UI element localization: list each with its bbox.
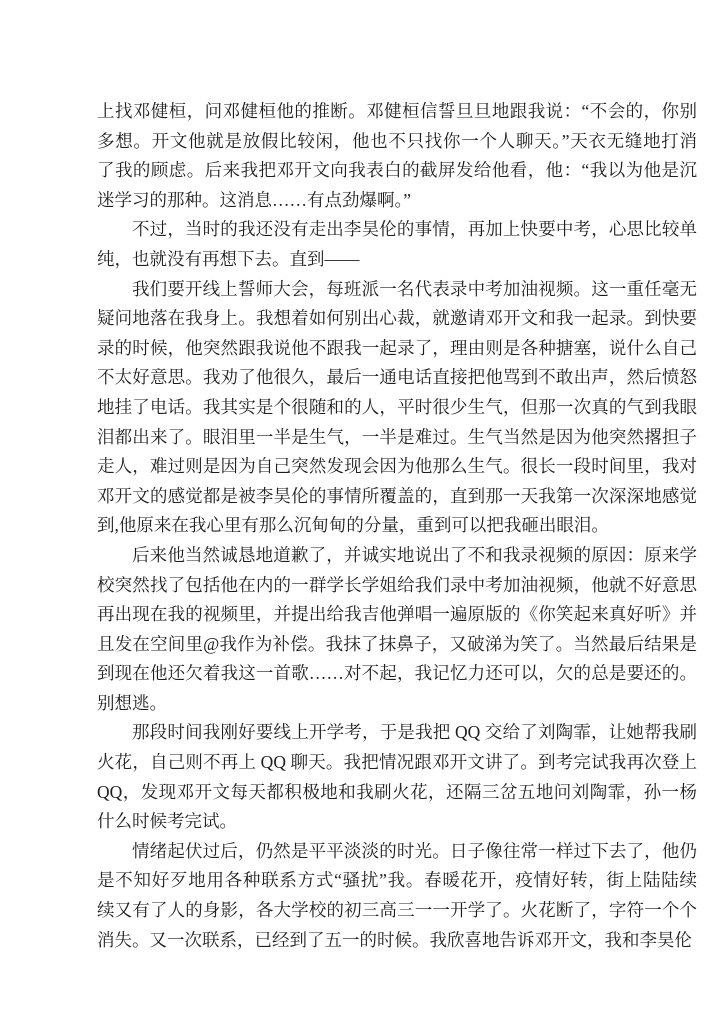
text-line: 多想。开文他就是放假比较闲，他也不只找你一个人聊天。”天衣无缝地打消 (97, 130, 697, 151)
text-line: 到现在他还欠着我这一首歌……对不起，我记忆力还可以，欠的总是要还的。 (97, 663, 697, 684)
text-line: 泪都出来了。眼泪里一半是生气，一半是难过。生气当然是因为他突然撂担子 (97, 426, 697, 447)
text-line: 迷学习的那种。这消息……有点劲爆啊。” (97, 189, 412, 210)
paragraph (97, 718, 697, 836)
text-line: 后来他当然诚恳地道歉了，并诚实地说出了不和我录视频的原因：原来学 (132, 544, 697, 565)
text-line: 不太好意思。我劝了他很久，最后一通电话直接把他骂到不敢出声，然后愤怒 (97, 367, 697, 388)
text-line: 什么时候考完试。 (97, 811, 237, 832)
text-line: 且发在空间里@我作为补偿。我抹了抹鼻子，又破涕为笑了。当然最后结果是 (97, 633, 697, 654)
text-line: 别想逃。 (97, 692, 167, 713)
text-line: 地挂了电话。我其实是个很随和的人，平时很少生气，但那一次真的气到我眼 (97, 396, 697, 417)
text-line: 是不知好歹地用各种联系方式“骚扰”我。春暖花开，疫情好转，街上陆陆续 (97, 870, 697, 891)
text-line: 校突然找了包括他在内的一群学长学姐给我们录中考加油视频，他就不好意思 (97, 574, 697, 595)
paragraph (97, 97, 697, 215)
text-line: 疑问地落在我身上。我想着如何别出心裁，就邀请邓开文和我一起录。到快要 (97, 308, 697, 329)
text-line: 消失。又一次联系，已经到了五一的时候。我欣喜地告诉邓开文，我和李昊伦 (97, 929, 692, 950)
text-line: 了我的顾虑。后来我把邓开文向我表白的截屏发给他看，他：“我以为他是沉 (97, 160, 697, 181)
text-line: 那段时间我刚好要线上开学考，于是我把 QQ 交给了刘陶霏，让她帮我刷 (132, 722, 697, 743)
text-line: 不过，当时的我还没有走出李昊伦的事情，再加上快要中考，心思比较单 (132, 219, 697, 240)
paragraph (97, 275, 697, 541)
text-line: 火花，自己则不再上 QQ 聊天。我把情况跟邓开文讲了。到考完试我再次登上 (97, 752, 697, 773)
text-block (97, 97, 697, 955)
text-line: QQ，发现邓开文每天都积极地和我刷火花，还隔三岔五地问刘陶霏，孙一杨 (97, 781, 697, 802)
text-line: 再出现在我的视频里，并提出给我吉他弹唱一遍原版的《你笑起来真好听》并 (97, 604, 697, 625)
text-line: 到,他原来在我心里有那么沉甸甸的分量，重到可以把我砸出眼泪。 (97, 515, 609, 536)
text-line: 录的时候，他突然跟我说他不跟我一起录了，理由则是各种搪塞，说什么自己 (97, 337, 697, 358)
text-line: 上找邓健桓，问邓健桓他的推断。邓健桓信誓旦旦地跟我说：“不会的，你别 (97, 101, 697, 121)
text-line: 邓开文的感觉都是被李昊伦的事情所覆盖的，直到那一天我第一次深深地感觉 (97, 485, 697, 506)
text-line: 我们要开线上誓师大会，每班派一名代表录中考加油视频。这一重任毫无 (132, 278, 697, 299)
text-line: 纯，也就没有再想下去。直到—— (97, 248, 360, 269)
text-line: 情绪起伏过后，仍然是平平淡淡的时光。日子像往常一样过下去了，他仍 (132, 840, 697, 861)
text-line: 续又有了人的身影，各大学校的初三高三一一开学了。火花断了，字符一个个 (97, 900, 697, 921)
paragraph (97, 215, 697, 274)
text-line: 走人，难过则是因为自己突然发现会因为他那么生气。很长一段时间里，我对 (97, 456, 697, 477)
paragraph (97, 541, 697, 719)
paragraph (97, 837, 697, 955)
